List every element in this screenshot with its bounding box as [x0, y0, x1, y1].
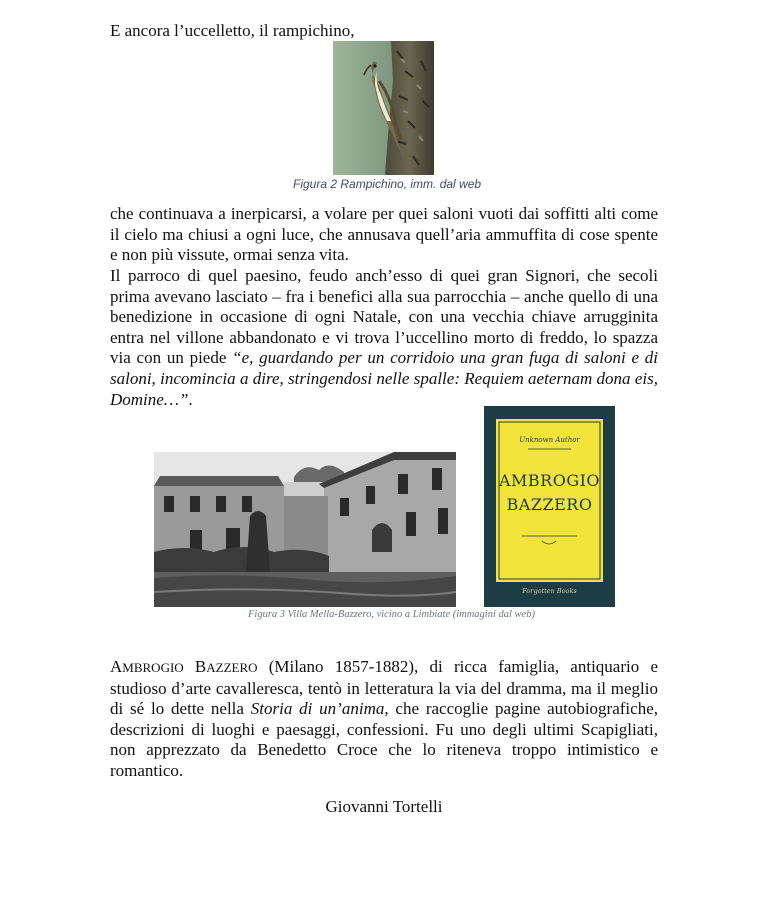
book-author-line: Unknown Author — [519, 436, 580, 444]
intro-line: E ancora l’uccelletto, il rampichino, — [110, 21, 355, 40]
book-title-line-2: BAZZERO — [506, 495, 593, 514]
book-cover — [484, 406, 615, 607]
paragraph-2-quote: “e, guardando per un corridoio una gran fuga di saloni e di saloni, incomincia a dire, stringendosi nelle spalle: Requiem aeternam dona eis, Domine…” — [110, 348, 658, 409]
bio-name-rest-a: MBROGIO — [122, 660, 184, 675]
book-title-line-1: AMBROGIO — [498, 471, 601, 490]
figure-2-image — [333, 41, 434, 175]
paragraph-2 — [110, 266, 658, 410]
bio-name-rest-b: AZZERO — [206, 660, 258, 675]
biography-paragraph — [110, 657, 658, 782]
villa-building-photo — [154, 452, 456, 607]
author-signature: Giovanni Tortelli — [325, 797, 443, 816]
book-publisher: Forgotten Books — [522, 587, 577, 595]
figure-2-caption: Figura 2 Rampichino, imm. dal web — [293, 177, 482, 191]
paragraph-2-end: . — [188, 389, 193, 409]
paragraph-2-text: Il parroco di quel paesino, feudo anch’esso di quei gran Signori, che secoli prima avevano lasciato – fra i benefici alla sua parrocchia – anche quello di una benedizione in occasione di ogni Natale, con una vecchia chiave arrugginita entra nel villone abbandonato e vi trova l’uccellino morto di freddo, lo spazza via con un piede — [110, 266, 658, 368]
bio-name-initial-a: A — [110, 657, 123, 676]
treecreeper-bird-photo — [333, 41, 434, 175]
bio-text-2: , che raccoglie pagine autobiografiche, descrizioni di luoghi e paesaggi, confessioni. Fu uno degli ultimi Scapigliati, non apprezzato da Benedetto Croce che lo riteneva troppo intimistico e romantico. — [110, 699, 658, 780]
bio-text-1: (Milano 1857-1882), di ricca famiglia, antiquario e studioso d’arte cavalleresca, tentò in letteratura la via del dramma, ma il meglio di sé lo dette nella — [110, 657, 658, 719]
bio-name-initial-b: B — [194, 657, 207, 676]
figure-3-caption: Figura 3 Villa Mella-Bazzero, vicino a Limbiate (immagini dal web) — [248, 609, 535, 620]
paragraph-1: che continuava a inerpicarsi, a volare per quei saloni vuoti dai soffitti alti come il cielo ma chiusi a ogni luce, che annusava quell’aria ammuffita di cose spente e non più vissute, ormai senza vita. — [110, 204, 658, 265]
bio-book-title: Storia di un’anima — [250, 699, 385, 719]
figure-3-villa-photo — [154, 452, 456, 607]
